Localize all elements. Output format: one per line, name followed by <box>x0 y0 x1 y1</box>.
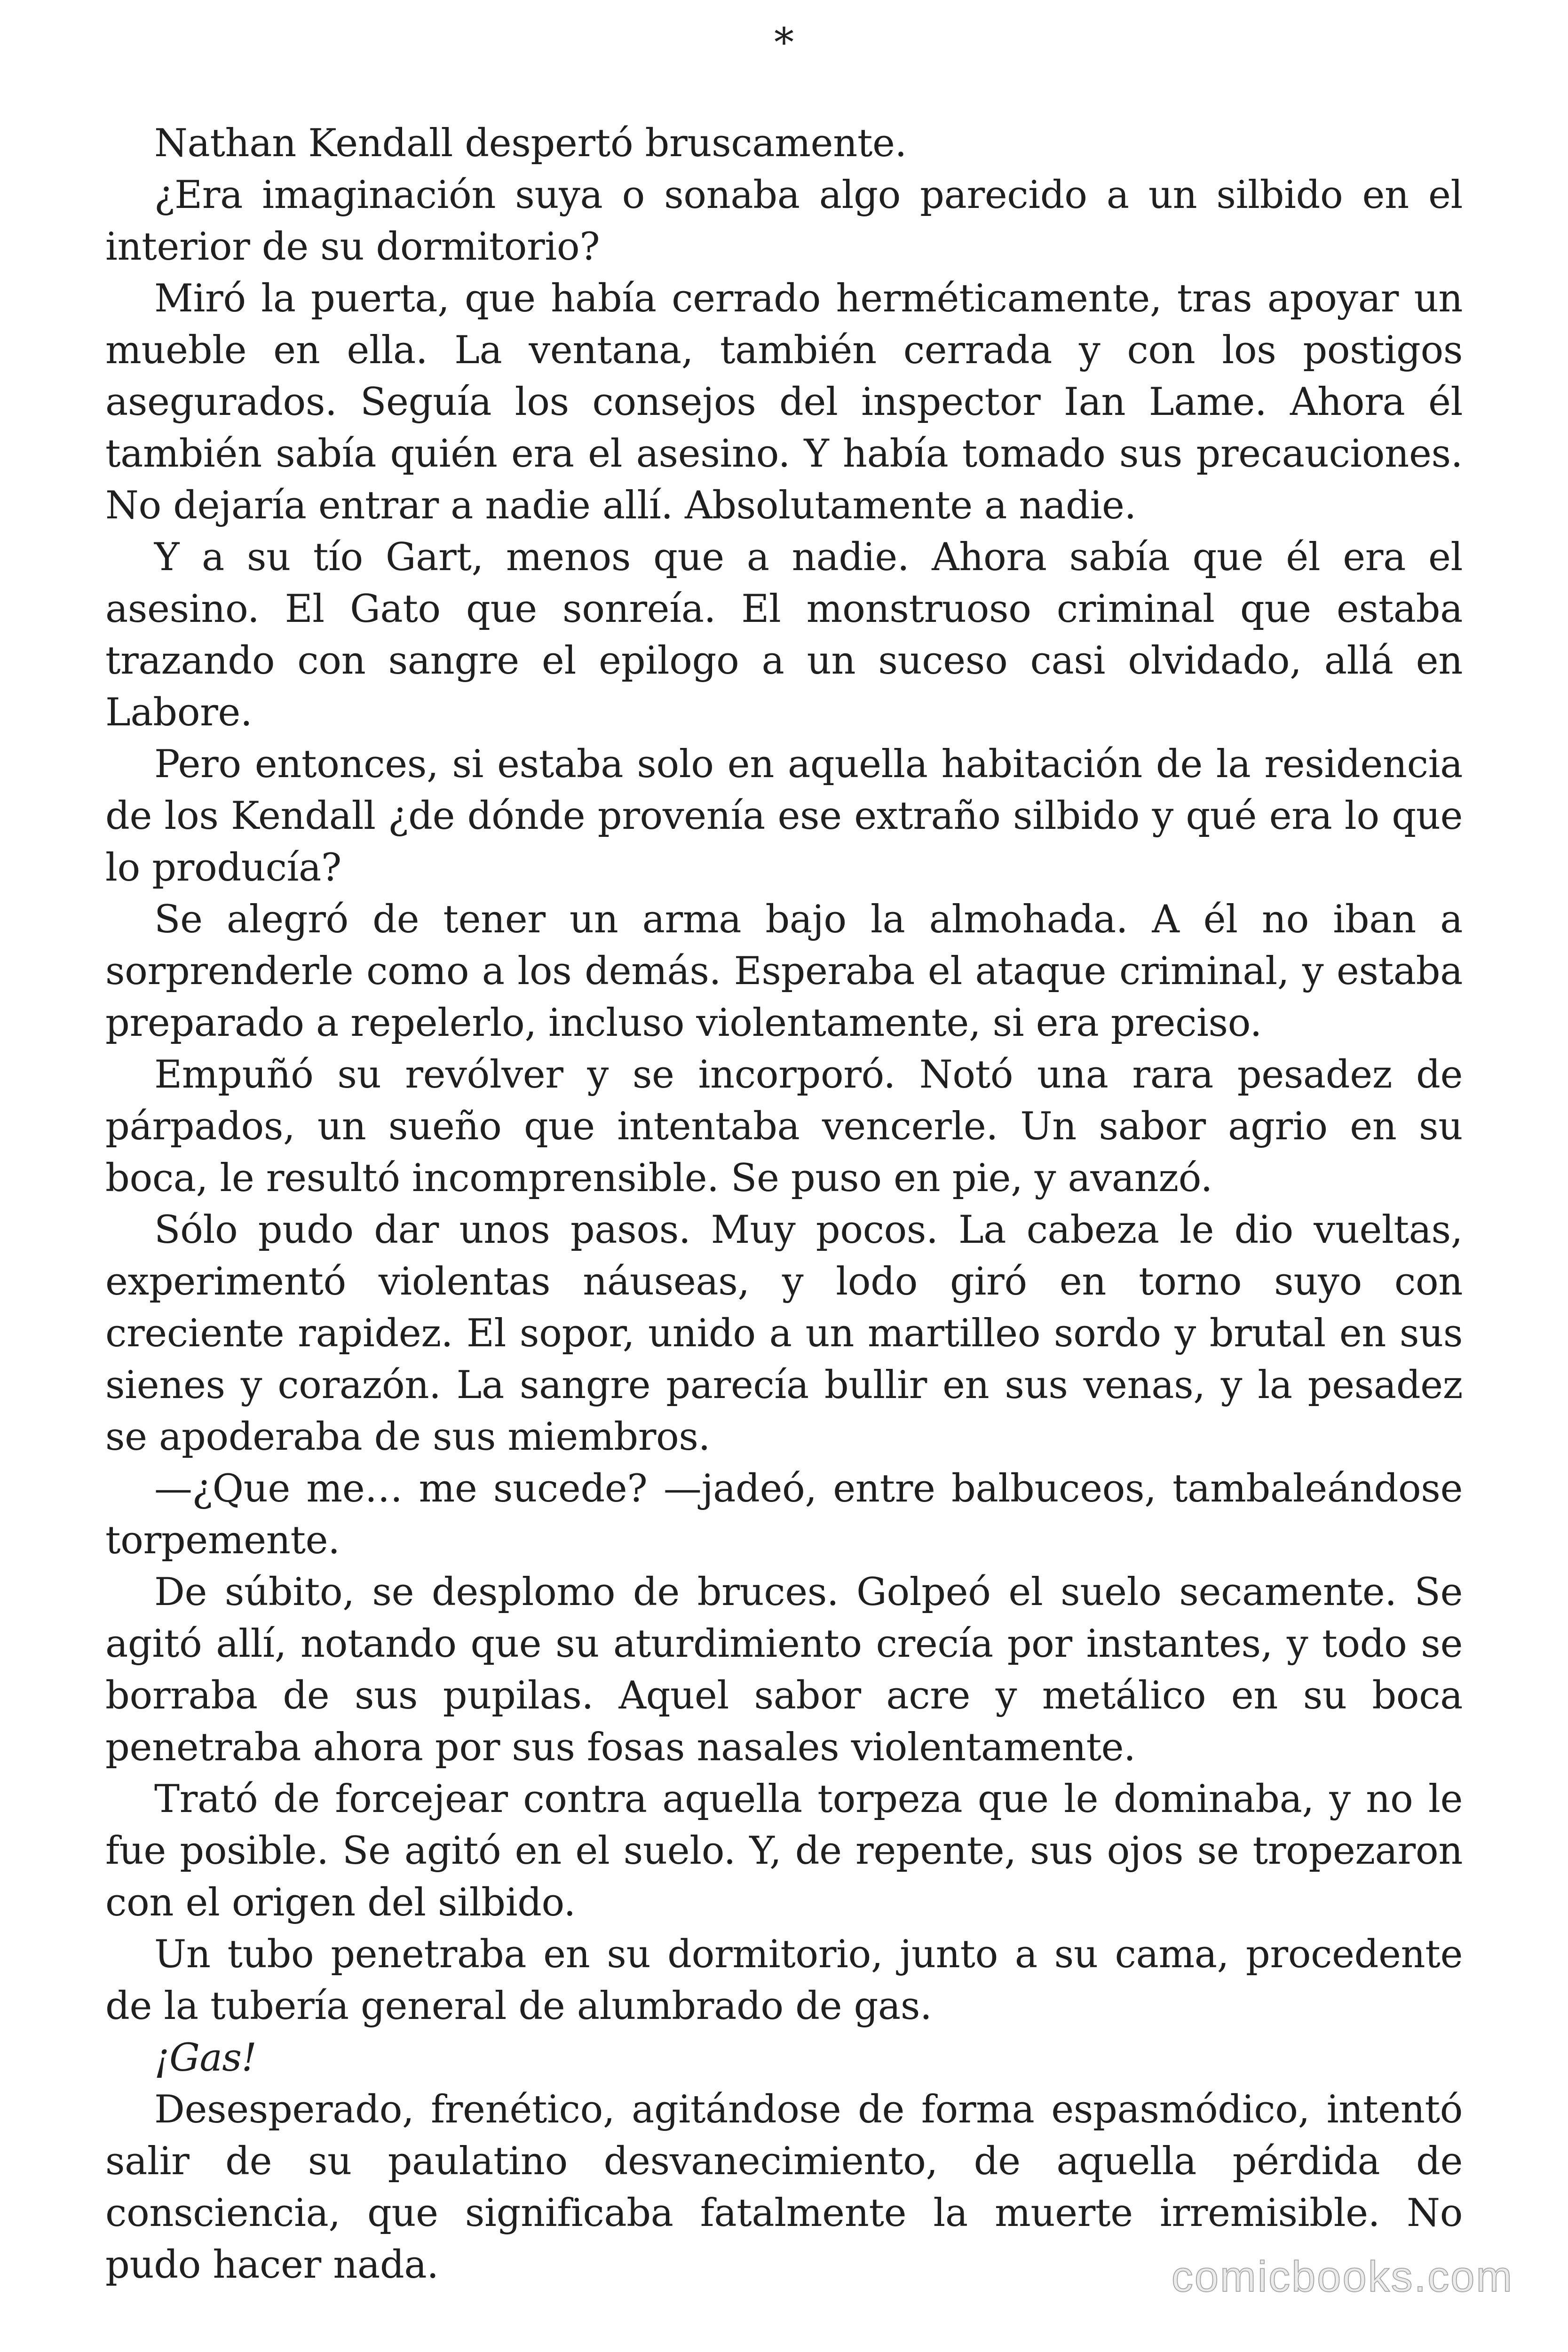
paragraph: Sólo pudo dar unos pasos. Muy pocos. La cabeza le dio vueltas, experimentó violentas náuseas, y lodo giró en torno suyo con creciente rapidez. El sopor, unido a un martilleo sordo y brutal en sus sienes y corazón. La sangre parecía bullir en sus venas, y la pesadez se apoderaba de sus miembros. <box>105 1208 1463 1459</box>
paragraph: De súbito, se desplomo de bruces. Golpeó el suelo secamente. Se agitó allí, notando que su aturdimiento crecía por instantes, y todo se borraba de sus pupilas. Aquel sabor acre y metálico en su boca penetraba ahora por sus fosas nasales violentamente. <box>105 1570 1463 1770</box>
paragraph: Desesperado, frenético, agitándose de forma espasmódico, intentó salir de su paulatino desvanecimiento, de aquella pérdida de consciencia, que significaba fatalmente la muerte irremisible. No pudo hacer nada. <box>105 2088 1463 2287</box>
paragraph: Se alegró de tener un arma bajo la almohada. A él no iban a sorprenderle como a los demás. Esperaba el ataque criminal, y estaba preparado a repelerlo, incluso violentamente, si era preciso. <box>105 898 1463 1045</box>
paragraph: Empuñó su revólver y se incorporó. Notó una rara pesadez de párpados, un sueño que intentaba vencerle. Un sabor agrio en su boca, le resultó incomprensible. Se puso en pie, y avanzó. <box>105 1053 1463 1200</box>
paragraph: Un tubo penetraba en su dormitorio, junto a su cama, procedente de la tubería general de alumbrado de gas. <box>105 1932 1463 2028</box>
text-body <box>105 118 1463 2291</box>
scene-separator: * <box>774 19 794 65</box>
paragraph: Y a su tío Gart, menos que a nadie. Ahora sabía que él era el asesino. El Gato que sonreía. El monstruoso criminal que estaba trazando con sangre el epilogo a un suceso casi olvidado, allá en Labore. <box>105 535 1463 735</box>
paragraph: Nathan Kendall despertó bruscamente. <box>154 121 907 166</box>
paragraph: Trató de forcejear contra aquella torpeza que le dominaba, y no le fue posible. Se agitó en el suelo. Y, de repente, sus ojos se tropezaron con el origen del silbido. <box>105 1777 1463 1925</box>
paragraph-italic: ¡Gas! <box>154 2036 257 2080</box>
paragraph: ¿Era imaginación suya o sonaba algo parecido a un silbido en el interior de su dormitorio? <box>105 173 1463 269</box>
paragraph: Pero entonces, si estaba solo en aquella habitación de la residencia de los Kendall ¿de dónde provenía ese extraño silbido y qué era lo que lo producía? <box>105 742 1463 890</box>
paragraph: Miró la puerta, que había cerrado herméticamente, tras apoyar un mueble en ella. La ventana, también cerrada y con los postigos asegurados. Seguía los consejos del inspector Ian Lame. Ahora él también sabía quién era el asesino. Y había tomado sus precauciones. No dejaría entrar a nadie allí. Absolutamente a nadie. <box>105 277 1463 528</box>
paragraph: —¿Que me… me sucede? —jadeó, entre balbuceos, tambaleándose torpemente. <box>105 1467 1463 1563</box>
watermark: comicbooks.com <box>1171 2253 1513 2301</box>
